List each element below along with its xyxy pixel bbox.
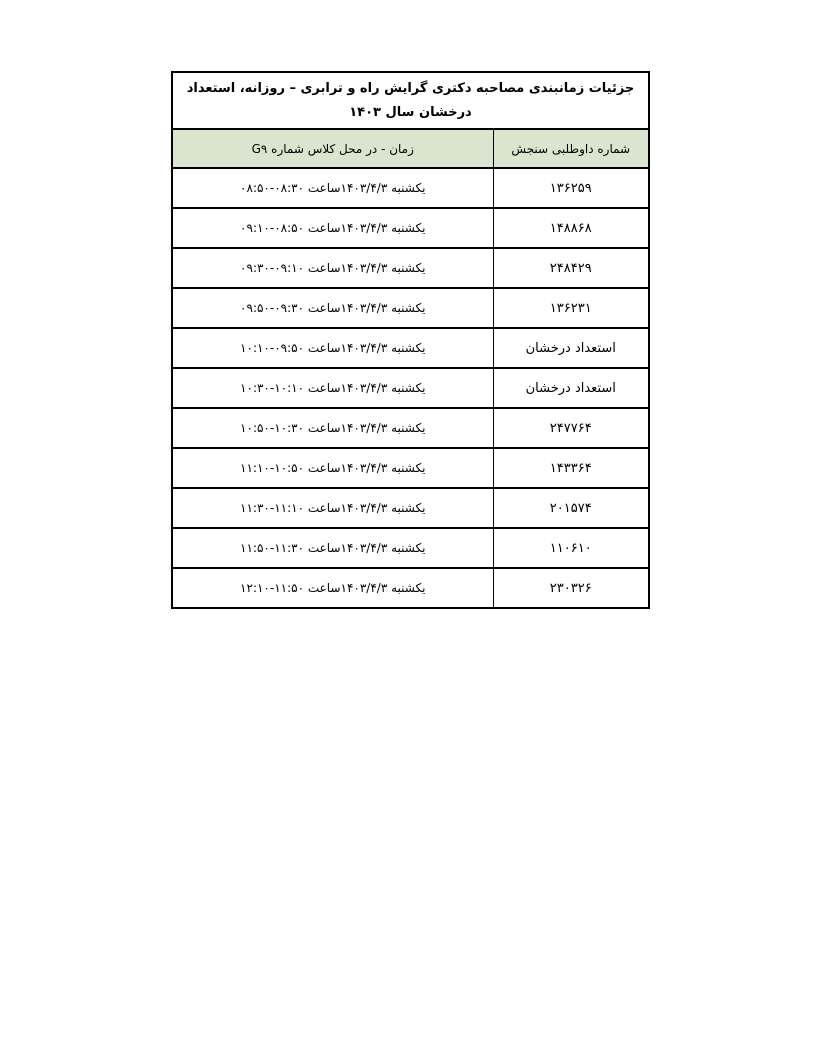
time-slot-cell: یکشنبه ۱۴۰۳/۴/۳ساعت ۰۹:۳۰-۰۹:۵۰ [172,288,493,328]
table-row [172,448,649,488]
candidate-id-cell: ۱۳۶۲۳۱ [493,288,649,328]
time-slot-cell: یکشنبه ۱۴۰۳/۴/۳ساعت ۱۰:۳۰-۱۰:۵۰ [172,408,493,448]
time-slot-cell: یکشنبه ۱۴۰۳/۴/۳ساعت ۰۹:۱۰-۰۹:۳۰ [172,248,493,288]
time-slot-cell: یکشنبه ۱۴۰۳/۴/۳ساعت ۱۱:۳۰-۱۱:۵۰ [172,528,493,568]
table-row [172,408,649,448]
header-time-place: زمان - در محل کلاس شماره G۹ [172,129,493,168]
candidate-id-cell: استعداد درخشان [493,368,649,408]
title-row [172,72,649,129]
candidate-id-cell: ۱۴۸۸۶۸ [493,208,649,248]
candidate-id-cell: ۲۴۸۴۲۹ [493,248,649,288]
candidate-id-cell: ۲۳۰۳۲۶ [493,568,649,608]
time-slot-cell: یکشنبه ۱۴۰۳/۴/۳ساعت ۱۰:۵۰-۱۱:۱۰ [172,448,493,488]
table-row [172,168,649,208]
header-row [172,129,649,168]
table-row [172,328,649,368]
candidate-id-cell: ۱۴۳۳۶۴ [493,448,649,488]
table-row [172,288,649,328]
table-row [172,368,649,408]
title-line-2: درخشان سال ۱۴۰۳ [349,104,472,120]
table-row [172,488,649,528]
candidate-id-cell: ۲۰۱۵۷۴ [493,488,649,528]
time-slot-cell: یکشنبه ۱۴۰۳/۴/۳ساعت ۰۸:۳۰-۰۸:۵۰ [172,168,493,208]
title-line-1: جزئیات زمانبندی مصاحبه دکتری گرایش راه و ترابری – روزانه، استعداد [186,80,635,96]
candidate-id-cell: استعداد درخشان [493,328,649,368]
time-slot-cell: یکشنبه ۱۴۰۳/۴/۳ساعت ۰۹:۵۰-۱۰:۱۰ [172,328,493,368]
interview-schedule-table [171,71,650,609]
time-slot-cell: یکشنبه ۱۴۰۳/۴/۳ساعت ۱۰:۱۰-۱۰:۳۰ [172,368,493,408]
candidate-id-cell: ۲۴۷۷۶۴ [493,408,649,448]
table-title [172,72,649,129]
table-row [172,248,649,288]
table-row [172,568,649,608]
time-slot-cell: یکشنبه ۱۴۰۳/۴/۳ساعت ۰۸:۵۰-۰۹:۱۰ [172,208,493,248]
candidate-id-cell: ۱۱۰۶۱۰ [493,528,649,568]
header-candidate-id: شماره داوطلبی سنجش [493,129,649,168]
table-row [172,208,649,248]
time-slot-cell: یکشنبه ۱۴۰۳/۴/۳ساعت ۱۱:۵۰-۱۲:۱۰ [172,568,493,608]
candidate-id-cell: ۱۳۶۲۵۹ [493,168,649,208]
table-row [172,528,649,568]
time-slot-cell: یکشنبه ۱۴۰۳/۴/۳ساعت ۱۱:۱۰-۱۱:۳۰ [172,488,493,528]
